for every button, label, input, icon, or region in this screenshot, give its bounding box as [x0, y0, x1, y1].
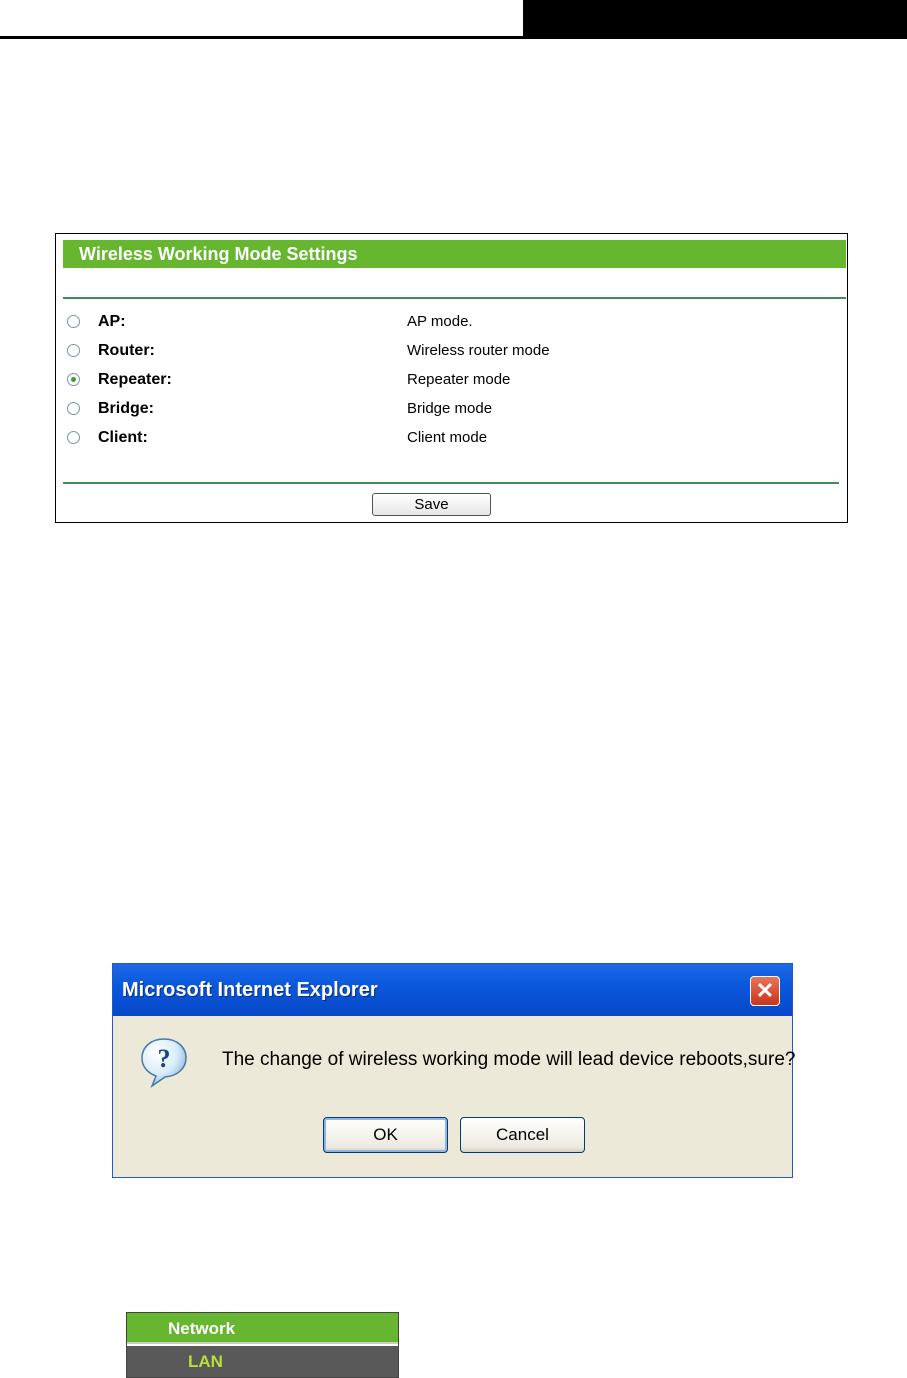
sidebar-item-lan[interactable]: LAN [127, 1346, 398, 1377]
save-button[interactable]: Save [372, 493, 491, 516]
cancel-button[interactable]: Cancel [460, 1117, 585, 1153]
mode-description: Client mode [407, 429, 488, 446]
mode-description: AP mode. [407, 313, 473, 330]
wireless-mode-panel [55, 233, 848, 523]
sidebar-menu [126, 1312, 399, 1378]
header-rule [0, 36, 907, 39]
mode-description: Wireless router mode [407, 342, 550, 359]
mode-label: Bridge: [98, 400, 154, 417]
question-icon [138, 1036, 190, 1088]
mode-row-repeater[interactable] [56, 369, 846, 393]
mode-description: Bridge mode [407, 400, 493, 417]
divider [63, 297, 846, 299]
dialog-titlebar[interactable] [113, 964, 792, 1016]
radio-client[interactable] [67, 431, 80, 444]
mode-row-client[interactable] [56, 427, 846, 451]
dialog-title: Microsoft Internet Explorer [122, 979, 378, 1001]
panel-title: Wireless Working Mode Settings [63, 240, 846, 268]
mode-description: Repeater mode [407, 371, 511, 388]
sidebar-item-network[interactable]: Network [127, 1313, 398, 1344]
header-tab [523, 0, 907, 38]
radio-ap[interactable] [67, 315, 80, 328]
radio-bridge[interactable] [67, 402, 80, 415]
mode-row-router[interactable] [56, 340, 846, 364]
close-button[interactable]: ✕ [750, 976, 780, 1006]
mode-label: AP: [98, 313, 126, 330]
confirm-dialog [112, 963, 796, 1178]
divider [63, 482, 839, 484]
mode-row-ap[interactable] [56, 311, 846, 335]
mode-label: Router: [98, 342, 155, 359]
radio-repeater[interactable] [67, 373, 80, 386]
radio-router[interactable] [67, 344, 80, 357]
ok-button[interactable]: OK [323, 1117, 448, 1153]
dialog-message: The change of wireless working mode will lead device reboots,sure? [222, 1049, 796, 1070]
svg-text:?: ? [157, 1044, 171, 1073]
mode-label: Repeater: [98, 371, 172, 388]
mode-row-bridge[interactable] [56, 398, 846, 422]
mode-label: Client: [98, 429, 148, 446]
